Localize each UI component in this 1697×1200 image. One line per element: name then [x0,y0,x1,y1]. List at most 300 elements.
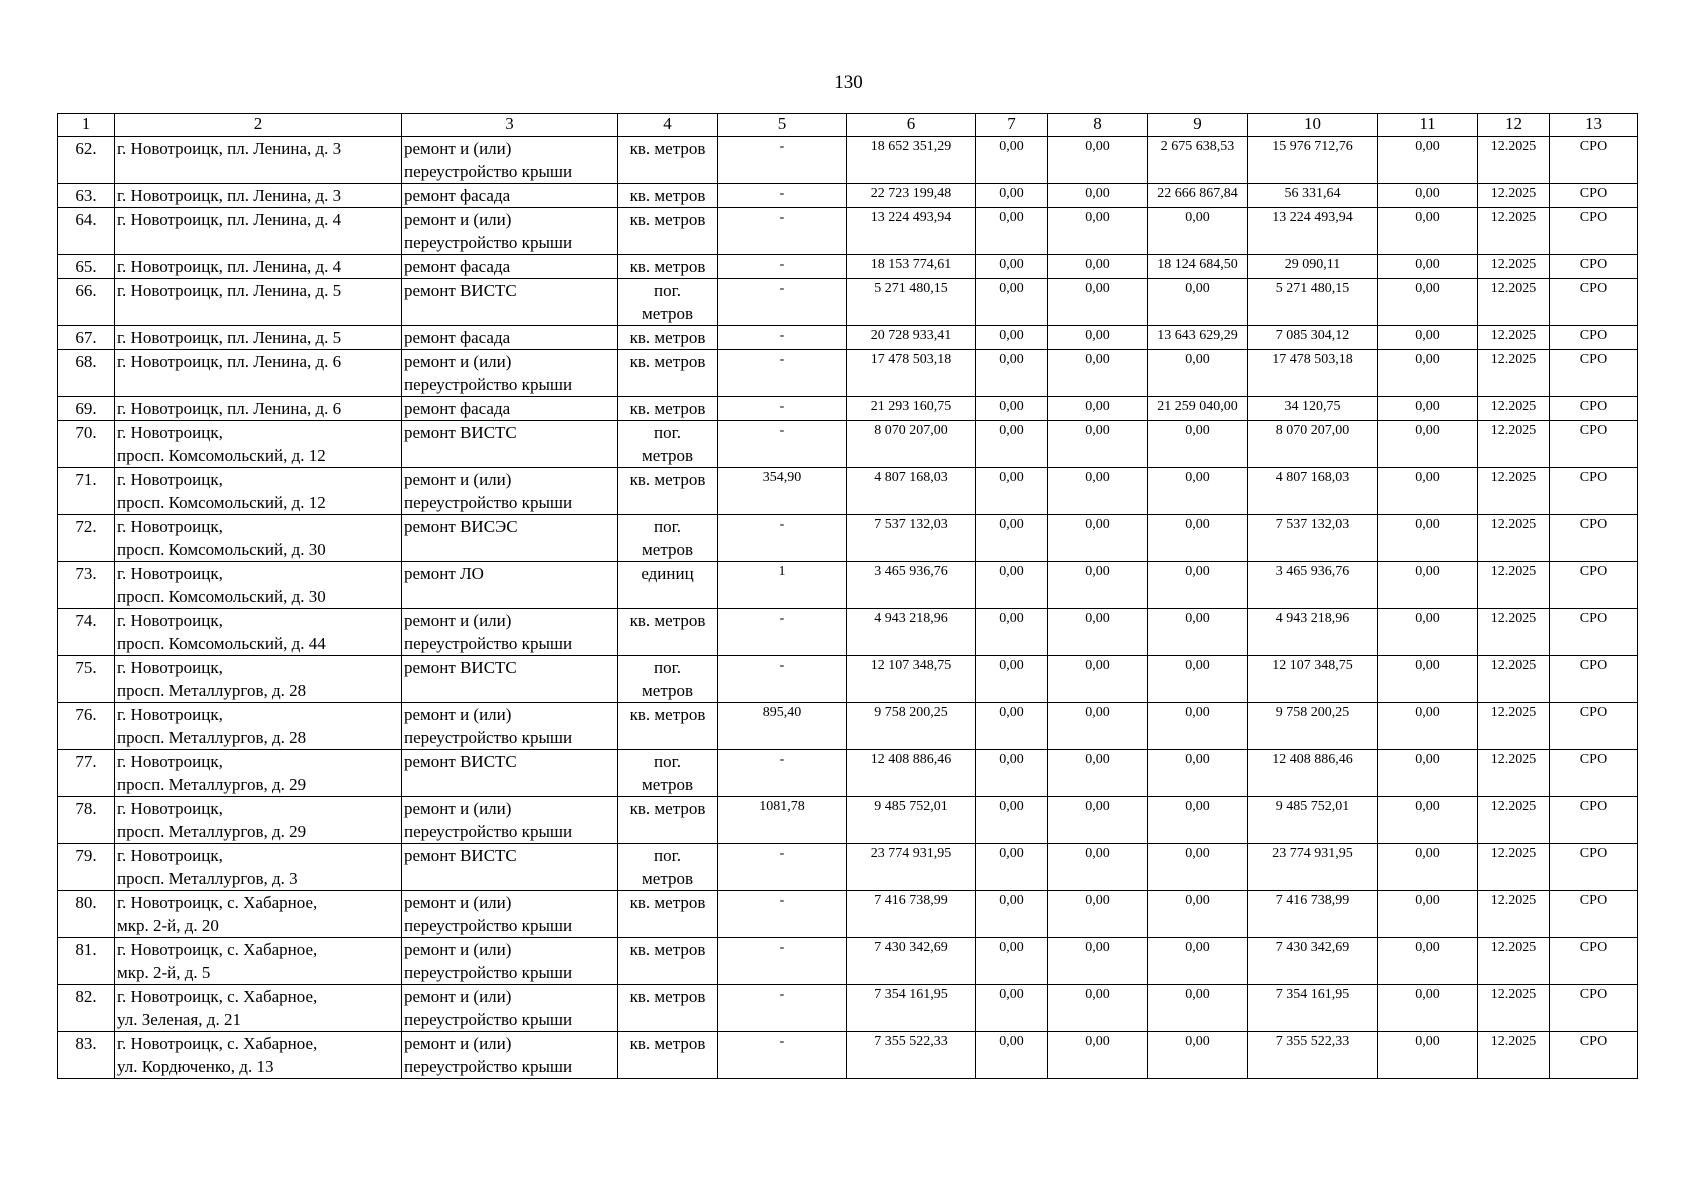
total-cost-cell: 8 070 207,00 [847,421,976,468]
value-cell-col7: 0,00 [976,656,1048,703]
unit-cell-line: кв. метров [629,328,706,347]
work-type-cell [402,1032,618,1079]
value-cell-col7: 0,00 [976,326,1048,350]
work-type-cell-line: ремонт и (или) [404,352,512,371]
value-cell-col10: 3 465 936,76 [1248,562,1378,609]
column-header: 6 [847,114,976,137]
value-cell-col8: 0,00 [1048,421,1148,468]
unit-cell-line: метров [642,869,693,888]
value-cell-col9: 0,00 [1148,609,1248,656]
total-cost-cell: 12 107 348,75 [847,656,976,703]
value-cell-col8: 0,00 [1048,255,1148,279]
work-type-cell [402,750,618,797]
total-cost-cell: 5 271 480,15 [847,279,976,326]
column-header: 13 [1550,114,1638,137]
address-cell-line: г. Новотроицк, пл. Ленина, д. 4 [117,210,342,229]
address-cell [115,279,402,326]
deadline-cell: 12.2025 [1478,797,1550,844]
address-cell [115,350,402,397]
work-type-cell-line: переустройство крыши [404,162,573,181]
source-cell: СРО [1550,468,1638,515]
value-cell-col7: 0,00 [976,279,1048,326]
work-type-cell [402,985,618,1032]
work-type-cell [402,468,618,515]
work-type-cell [402,255,618,279]
address-cell-line: г. Новотроицк, пл. Ленина, д. 3 [117,186,342,205]
source-cell: СРО [1550,797,1638,844]
total-cost-cell: 21 293 160,75 [847,397,976,421]
address-cell [115,562,402,609]
unit-cell [618,255,718,279]
row-number-cell: 78. [58,797,115,844]
value-cell-col10: 56 331,64 [1248,184,1378,208]
table-row [58,562,1638,609]
volume-cell: - [718,844,847,891]
unit-cell [618,985,718,1032]
volume-cell: - [718,397,847,421]
unit-cell-line: кв. метров [629,470,706,489]
column-header: 12 [1478,114,1550,137]
source-cell: СРО [1550,656,1638,703]
volume-cell: 895,40 [718,703,847,750]
unit-cell [618,326,718,350]
column-header: 7 [976,114,1048,137]
address-cell [115,844,402,891]
deadline-cell: 12.2025 [1478,891,1550,938]
value-cell-col10: 4 943 218,96 [1248,609,1378,656]
address-cell [115,468,402,515]
value-cell-col11: 0,00 [1378,656,1478,703]
address-cell [115,703,402,750]
unit-cell-line: кв. метров [629,139,706,158]
row-number-cell: 65. [58,255,115,279]
total-cost-cell: 12 408 886,46 [847,750,976,797]
column-header: 9 [1148,114,1248,137]
deadline-cell: 12.2025 [1478,938,1550,985]
row-number-cell: 66. [58,279,115,326]
deadline-cell: 12.2025 [1478,184,1550,208]
address-cell-line: просп. Комсомольский, д. 44 [117,634,326,653]
unit-cell-line: пог. [654,658,681,677]
work-type-cell-line: переустройство крыши [404,1057,573,1076]
address-cell-line: г. Новотроицк, [117,658,223,677]
value-cell-col8: 0,00 [1048,985,1148,1032]
value-cell-col9: 2 675 638,53 [1148,137,1248,184]
value-cell-col9: 0,00 [1148,938,1248,985]
unit-cell [618,938,718,985]
work-type-cell-line: ремонт ВИСТС [404,423,517,442]
value-cell-col11: 0,00 [1378,208,1478,255]
address-cell-line: г. Новотроицк, с. Хабарное, [117,940,318,959]
table-row [58,844,1638,891]
table-row [58,703,1638,750]
source-cell: СРО [1550,938,1638,985]
value-cell-col8: 0,00 [1048,562,1148,609]
value-cell-col7: 0,00 [976,421,1048,468]
value-cell-col8: 0,00 [1048,137,1148,184]
value-cell-col9: 0,00 [1148,515,1248,562]
deadline-cell: 12.2025 [1478,326,1550,350]
table-row [58,656,1638,703]
value-cell-col10: 7 430 342,69 [1248,938,1378,985]
value-cell-col9: 0,00 [1148,750,1248,797]
address-cell [115,515,402,562]
unit-cell [618,891,718,938]
address-cell [115,397,402,421]
value-cell-col8: 0,00 [1048,184,1148,208]
unit-cell-line: кв. метров [629,210,706,229]
value-cell-col7: 0,00 [976,985,1048,1032]
unit-cell-line: кв. метров [629,705,706,724]
unit-cell-line: кв. метров [629,1034,706,1053]
unit-cell [618,1032,718,1079]
work-type-cell-line: ремонт и (или) [404,799,512,818]
unit-cell-line: кв. метров [629,799,706,818]
address-cell-line: г. Новотроицк, [117,799,223,818]
source-cell: СРО [1550,184,1638,208]
value-cell-col10: 29 090,11 [1248,255,1378,279]
total-cost-cell: 7 354 161,95 [847,985,976,1032]
value-cell-col10: 7 355 522,33 [1248,1032,1378,1079]
deadline-cell: 12.2025 [1478,208,1550,255]
source-cell: СРО [1550,609,1638,656]
work-type-cell-line: переустройство крыши [404,233,573,252]
unit-cell [618,397,718,421]
value-cell-col11: 0,00 [1378,891,1478,938]
work-type-cell-line: ремонт и (или) [404,987,512,1006]
volume-cell: 1 [718,562,847,609]
total-cost-cell: 4 943 218,96 [847,609,976,656]
value-cell-col8: 0,00 [1048,750,1148,797]
value-cell-col11: 0,00 [1378,255,1478,279]
source-cell: СРО [1550,350,1638,397]
value-cell-col8: 0,00 [1048,797,1148,844]
source-cell: СРО [1550,208,1638,255]
total-cost-cell: 9 485 752,01 [847,797,976,844]
value-cell-col10: 4 807 168,03 [1248,468,1378,515]
volume-cell: 354,90 [718,468,847,515]
table-row [58,750,1638,797]
value-cell-col11: 0,00 [1378,397,1478,421]
row-number-cell: 64. [58,208,115,255]
unit-cell [618,703,718,750]
work-type-cell-line: ремонт и (или) [404,139,512,158]
deadline-cell: 12.2025 [1478,1032,1550,1079]
address-cell [115,421,402,468]
deadline-cell: 12.2025 [1478,255,1550,279]
value-cell-col9: 0,00 [1148,891,1248,938]
value-cell-col11: 0,00 [1378,703,1478,750]
unit-cell-line: метров [642,681,693,700]
address-cell-line: г. Новотроицк, пл. Ленина, д. 4 [117,257,342,276]
row-number-cell: 62. [58,137,115,184]
value-cell-col9: 0,00 [1148,421,1248,468]
row-number-cell: 69. [58,397,115,421]
row-number-cell: 83. [58,1032,115,1079]
value-cell-col9: 0,00 [1148,562,1248,609]
row-number-cell: 74. [58,609,115,656]
value-cell-col7: 0,00 [976,891,1048,938]
value-cell-col7: 0,00 [976,938,1048,985]
address-cell [115,1032,402,1079]
address-cell-line: г. Новотроицк, с. Хабарное, [117,1034,318,1053]
address-cell-line: г. Новотроицк, [117,846,223,865]
table-row [58,326,1638,350]
value-cell-col11: 0,00 [1378,609,1478,656]
address-cell [115,656,402,703]
value-cell-col7: 0,00 [976,137,1048,184]
value-cell-col9: 21 259 040,00 [1148,397,1248,421]
value-cell-col11: 0,00 [1378,844,1478,891]
address-cell [115,797,402,844]
work-type-cell-line: ремонт ВИСТС [404,846,517,865]
unit-cell [618,656,718,703]
total-cost-cell: 17 478 503,18 [847,350,976,397]
table-row [58,891,1638,938]
work-type-cell-line: ремонт и (или) [404,1034,512,1053]
work-type-cell-line: ремонт и (или) [404,705,512,724]
address-cell-line: г. Новотроицк, пл. Ленина, д. 5 [117,328,342,347]
volume-cell: - [718,938,847,985]
total-cost-cell: 7 537 132,03 [847,515,976,562]
unit-cell [618,208,718,255]
address-cell-line: г. Новотроицк, [117,752,223,771]
value-cell-col9: 0,00 [1148,797,1248,844]
total-cost-cell: 3 465 936,76 [847,562,976,609]
volume-cell: - [718,326,847,350]
table-row [58,515,1638,562]
value-cell-col10: 12 107 348,75 [1248,656,1378,703]
work-type-cell-line: ремонт фасада [404,257,511,276]
value-cell-col9: 0,00 [1148,844,1248,891]
value-cell-col10: 12 408 886,46 [1248,750,1378,797]
table-row [58,468,1638,515]
value-cell-col11: 0,00 [1378,1032,1478,1079]
work-type-cell-line: переустройство крыши [404,375,573,394]
row-number-cell: 77. [58,750,115,797]
unit-cell-line: пог. [654,846,681,865]
value-cell-col7: 0,00 [976,562,1048,609]
address-cell [115,255,402,279]
unit-cell-line: пог. [654,517,681,536]
total-cost-cell: 20 728 933,41 [847,326,976,350]
value-cell-col11: 0,00 [1378,985,1478,1032]
table-row [58,797,1638,844]
work-type-cell-line: ремонт ВИСЭС [404,517,518,536]
value-cell-col7: 0,00 [976,184,1048,208]
value-cell-col9: 0,00 [1148,1032,1248,1079]
work-type-cell [402,421,618,468]
work-type-cell-line: ремонт фасада [404,186,511,205]
work-type-cell-line: переустройство крыши [404,822,573,841]
address-cell-line: просп. Комсомольский, д. 12 [117,493,326,512]
work-type-cell [402,279,618,326]
work-type-cell [402,656,618,703]
value-cell-col9: 18 124 684,50 [1148,255,1248,279]
table-row [58,421,1638,468]
table-row [58,208,1638,255]
work-type-cell-line: ремонт ВИСТС [404,658,517,677]
column-header: 11 [1378,114,1478,137]
work-type-cell [402,350,618,397]
address-cell-line: мкр. 2-й, д. 20 [117,916,219,935]
value-cell-col9: 0,00 [1148,350,1248,397]
value-cell-col11: 0,00 [1378,326,1478,350]
deadline-cell: 12.2025 [1478,515,1550,562]
work-type-cell-line: переустройство крыши [404,493,573,512]
value-cell-col9: 0,00 [1148,985,1248,1032]
work-type-cell-line: переустройство крыши [404,1010,573,1029]
value-cell-col7: 0,00 [976,350,1048,397]
value-cell-col10: 9 758 200,25 [1248,703,1378,750]
value-cell-col8: 0,00 [1048,609,1148,656]
volume-cell: - [718,184,847,208]
unit-cell [618,750,718,797]
address-cell [115,208,402,255]
value-cell-col8: 0,00 [1048,326,1148,350]
work-type-cell-line: ремонт ВИСТС [404,752,517,771]
work-type-cell [402,562,618,609]
unit-cell [618,184,718,208]
unit-cell-line: единиц [641,564,694,583]
unit-cell-line: пог. [654,423,681,442]
work-type-cell-line: переустройство крыши [404,634,573,653]
value-cell-col7: 0,00 [976,255,1048,279]
volume-cell: - [718,1032,847,1079]
address-cell-line: просп. Металлургов, д. 29 [117,775,307,794]
column-header: 10 [1248,114,1378,137]
unit-cell [618,609,718,656]
value-cell-col10: 5 271 480,15 [1248,279,1378,326]
value-cell-col10: 7 354 161,95 [1248,985,1378,1032]
page-number: 130 [834,72,863,93]
value-cell-col8: 0,00 [1048,208,1148,255]
row-number-cell: 80. [58,891,115,938]
volume-cell: - [718,891,847,938]
unit-cell [618,279,718,326]
value-cell-col11: 0,00 [1378,279,1478,326]
value-cell-col8: 0,00 [1048,656,1148,703]
unit-cell-line: кв. метров [629,399,706,418]
volume-cell: - [718,985,847,1032]
source-cell: СРО [1550,891,1638,938]
address-cell-line: г. Новотроицк, пл. Ленина, д. 3 [117,139,342,158]
value-cell-col11: 0,00 [1378,184,1478,208]
total-cost-cell: 13 224 493,94 [847,208,976,255]
value-cell-col10: 34 120,75 [1248,397,1378,421]
work-type-cell [402,208,618,255]
table-row [58,1032,1638,1079]
unit-cell-line: пог. [654,752,681,771]
deadline-cell: 12.2025 [1478,844,1550,891]
row-number-cell: 67. [58,326,115,350]
column-header: 8 [1048,114,1148,137]
source-cell: СРО [1550,397,1638,421]
address-cell-line: г. Новотроицк, пл. Ленина, д. 6 [117,399,342,418]
deadline-cell: 12.2025 [1478,350,1550,397]
total-cost-cell: 18 652 351,29 [847,137,976,184]
unit-cell-line: метров [642,775,693,794]
row-number-cell: 79. [58,844,115,891]
work-type-cell [402,397,618,421]
address-cell [115,985,402,1032]
total-cost-cell: 4 807 168,03 [847,468,976,515]
work-type-cell [402,891,618,938]
value-cell-col10: 9 485 752,01 [1248,797,1378,844]
column-number-row [58,114,1638,137]
row-number-cell: 63. [58,184,115,208]
column-header: 3 [402,114,618,137]
row-number-cell: 82. [58,985,115,1032]
address-cell-line: г. Новотроицк, [117,611,223,630]
value-cell-col10: 15 976 712,76 [1248,137,1378,184]
value-cell-col9: 13 643 629,29 [1148,326,1248,350]
source-cell: СРО [1550,562,1638,609]
address-cell-line: просп. Комсомольский, д. 12 [117,446,326,465]
address-cell-line: г. Новотроицк, [117,470,223,489]
work-type-cell-line: переустройство крыши [404,916,573,935]
source-cell: СРО [1550,844,1638,891]
value-cell-col8: 0,00 [1048,891,1148,938]
value-cell-col11: 0,00 [1378,562,1478,609]
volume-cell: - [718,279,847,326]
value-cell-col8: 0,00 [1048,515,1148,562]
table-row [58,397,1638,421]
value-cell-col10: 23 774 931,95 [1248,844,1378,891]
address-cell-line: ул. Зеленая, д. 21 [117,1010,241,1029]
deadline-cell: 12.2025 [1478,279,1550,326]
table-row [58,609,1638,656]
unit-cell [618,562,718,609]
value-cell-col8: 0,00 [1048,1032,1148,1079]
unit-cell-line: метров [642,304,693,323]
value-cell-col8: 0,00 [1048,844,1148,891]
unit-cell-line: кв. метров [629,257,706,276]
work-type-cell [402,797,618,844]
value-cell-col7: 0,00 [976,750,1048,797]
deadline-cell: 12.2025 [1478,750,1550,797]
address-cell [115,891,402,938]
value-cell-col10: 8 070 207,00 [1248,421,1378,468]
table-row [58,938,1638,985]
column-header: 4 [618,114,718,137]
row-number-cell: 75. [58,656,115,703]
source-cell: СРО [1550,515,1638,562]
source-cell: СРО [1550,137,1638,184]
total-cost-cell: 7 355 522,33 [847,1032,976,1079]
value-cell-col8: 0,00 [1048,350,1148,397]
value-cell-col7: 0,00 [976,703,1048,750]
deadline-cell: 12.2025 [1478,985,1550,1032]
work-type-cell-line: ремонт фасада [404,328,511,347]
source-cell: СРО [1550,703,1638,750]
value-cell-col11: 0,00 [1378,137,1478,184]
unit-cell [618,515,718,562]
column-header: 1 [58,114,115,137]
column-header: 5 [718,114,847,137]
work-type-cell-line: ремонт и (или) [404,893,512,912]
total-cost-cell: 22 723 199,48 [847,184,976,208]
address-cell [115,938,402,985]
volume-cell: - [718,208,847,255]
value-cell-col10: 17 478 503,18 [1248,350,1378,397]
deadline-cell: 12.2025 [1478,609,1550,656]
table-body [58,137,1638,1079]
value-cell-col10: 7 537 132,03 [1248,515,1378,562]
work-type-cell [402,938,618,985]
work-type-cell-line: переустройство крыши [404,728,573,747]
address-cell-line: просп. Металлургов, д. 3 [117,869,298,888]
